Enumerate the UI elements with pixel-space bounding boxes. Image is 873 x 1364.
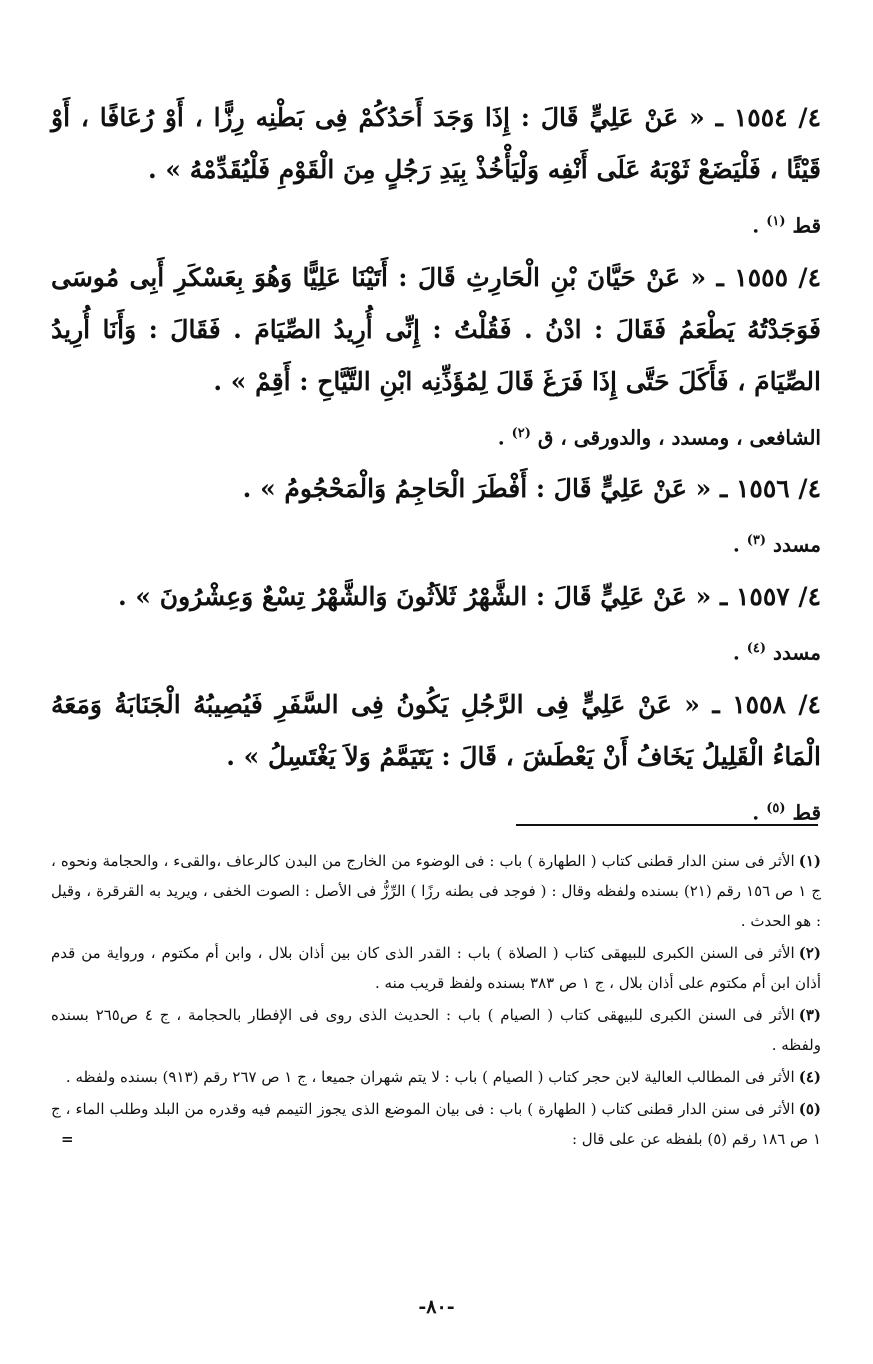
footnote-text: الأثر فى المطالب العالية لابن حجر كتاب ( الصيام ) باب : لا يتم شهران جميعا ، ج ١ ص ٢٦٧ رقم (٩١٣) بسنده ولفظه . [65,1068,795,1086]
source-label: مسدد [773,532,821,557]
source-label: مسدد [773,640,821,665]
footnote-number: (٣) [798,1006,822,1024]
continuation-mark: = [61,1130,74,1148]
footnote-number: (٤) [798,1068,821,1086]
hadith-entry-1554 [51,92,821,196]
footnote-number: (٢) [798,944,821,962]
entry-text: ـ « عَنْ حَيَّانَ بْنِ الْحَارِثِ قَالَ : أَتَيْنَا عَلِيًّا وَهُوَ بِعَسْكَرِ أَبِى مُوسَى فَوَجَدْتُهُ يَطْعَمُ فَقَالَ : ادْنُ . فَقُلْتُ : إِنِّى أُرِيدُ الصِّيَامَ . فَقَالَ : وَأَنَا أُرِيدُ الصِّيَامَ ، فَأَكَلَ حَتَّى إِذَا فَرَغَ قَالَ لِمُؤَذِّنِه ابْنِ التَّيَّاحِ : أَقِمْ » . [51,262,821,396]
footnote-ref: (٣) [746,533,767,549]
entry-number: ٤/ ١٥٥٥ [734,262,821,292]
hadith-entry-1556 [51,463,821,515]
footnote-number: (١) [798,852,821,870]
footnote-ref: (١) [766,214,786,229]
footnote-2 [51,938,821,998]
entry-number: ٤/ ١٥٥٤ [733,103,821,132]
entry-source: قط $^{(١)}$ . [752,213,821,238]
entry-source: الشافعى ، ومسدد ، والدورقى ، ق $^{(٢)}$ . [497,425,821,450]
entry-number: ٤/ ١٥٥٧ [736,581,821,611]
hadith-entry-1555 [51,252,821,408]
footnote-number: (٥) [798,1100,821,1118]
footnote-3 [51,1000,821,1060]
footnote-separator [516,824,818,826]
entry-text: ـ « عَنْ عَلِيٍّ قَالَ : إِذَا وَجَدَ أَحَدُكُمْ فِى بَطْنِه رِزًّا ، أَوْ رُعَافًا ، أَوْ قَيْئًا ، فَلْيَضَعْ ثَوْبَهُ عَلَى أَنْفِه وَلْيَأْخُذْ بِيَدِ رَجُلٍ مِنَ الْقَوْمِ فَلْيُقَدِّمْهُ » . [51,103,821,184]
entry-text: ـ « عَنْ عَلِيٍّ قَالَ : أَفْطَرَ الْحَاجِمُ وَالْمَحْجُومُ » . [242,474,728,504]
hadith-entry-1558 [51,679,821,783]
footnote-ref: (٢) [511,425,531,441]
hadith-entries [51,92,821,838]
footnote-5 [51,1094,821,1154]
entry-number: ٤/ ١٥٥٨ [732,689,821,719]
entry-source: قط $^{(٥)}$ . [752,800,821,825]
page-number: -٨٠- [418,1296,455,1318]
entry-source: مسدد $^{(٣)}$ . [732,532,821,557]
entry-text: ـ « عَنْ عَلِيٍّ فِى الرَّجُلِ يَكُونُ فِى السَّفَرِ فَيُصِيبُهُ الْجَنَابَةُ وَمَعَهُ الْمَاءُ الْقَلِيلُ يَخَافُ أَنْ يَعْطَشَ ، قَالَ : يَتَيَمَّمُ وَلاَ يَغْتَسِلُ » . [51,689,821,771]
footnote-1 [51,846,821,936]
footnote-text: الأثر فى السنن الكبرى للبيهقى كتاب ( الصيام ) باب : الحديث الذى روى فى الإفطار بالحجامة ، ج ٤ ص٢٦٥ بسنده ولفظه . [51,1006,821,1054]
entry-source: مسدد $^{(٤)}$ . [732,640,821,665]
footnote-ref: (٤) [746,640,767,656]
source-label: قط [792,213,821,238]
source-label: قط [792,800,821,825]
entry-number: ٤/ ١٥٥٦ [736,474,821,504]
footnote-text: الأثر فى السنن الكبرى للبيهقى كتاب ( الصلاة ) باب : القدر الذى كان بين أذان بلال ، وابن أم مكتوم ، ورواية من قدم أذان ابن أم مكتوم على أذان بلال ، ج ١ ص ٣٨٣ بسنده ولفظ قريب منه . [51,944,821,992]
source-label: الشافعى ، ومسدد ، والدورقى ، ق [537,425,821,450]
footnote-ref: (٥) [766,800,786,816]
footnote-text: الأثر فى سنن الدار قطنى كتاب ( الطهارة ) باب : فى بيان الموضع الذى يجوز التيمم فيه وقدره من البلد وطلب الماء ، ج ١ ص ١٨٦ رقم (٥) بلفظه عن على قال : [51,1100,821,1148]
footnotes [51,846,821,1156]
footnote-text: الأثر فى سنن الدار قطنى كتاب ( الطهارة ) باب : فى الوضوء من الخارج من البدن كالرعاف ،والقىء ، والحجامة ونحوه ، ج ١ ص ١٥٦ رقم (٢١) بسنده ولفظه وقال : ( فوجد فى بطنه رزًا ) الرِّزُّ فى الأصل : الصوت الخفى ، ويريد به القرقرة ، وقيل : هو الحدث . [51,852,821,930]
footnote-4 [51,1062,821,1092]
hadith-entry-1557 [51,571,821,623]
entry-text: ـ « عَنْ عَلِيٍّ قَالَ : الشَّهْرُ ثَلاَثُونَ وَالشَّهْرُ تِسْعٌ وَعِشْرُونَ » . [117,581,728,611]
